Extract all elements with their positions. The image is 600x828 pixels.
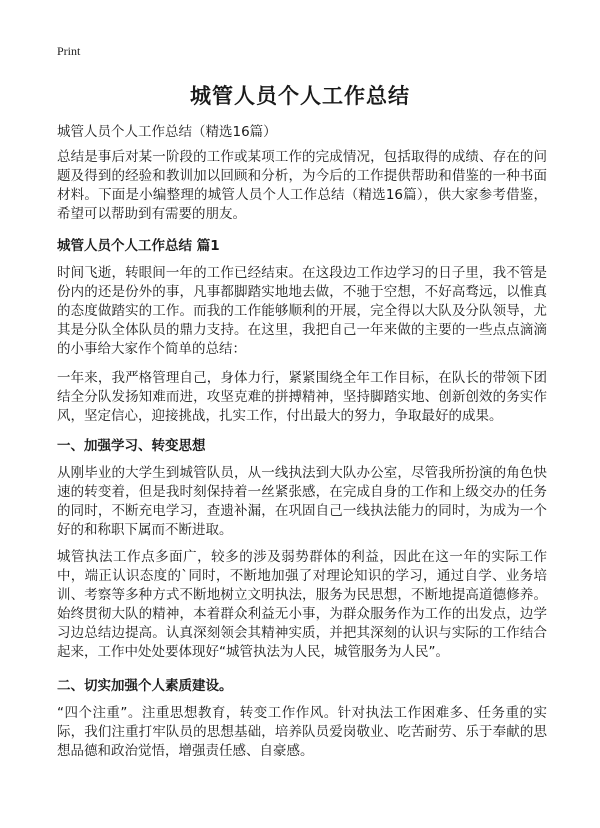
paragraph-3: 从刚毕业的大学生到城管队员，从一线执法到大队办公室，尽管我所扮演的角色快速的转变着，但是我时刻保持着一丝紧张感，在完成自身的工作和上级交办的任务的同时，不断充电学习，查遗补漏，在巩固自己一线执法能力的同时，为成为一个好的和称职下属而不断进取。 [57,465,547,538]
print-link[interactable]: Print [57,44,81,58]
heading-quality: 二、切实加强个人素质建设。 [57,678,233,694]
paragraph-4: 城管执法工作点多面广，较多的涉及弱势群体的利益，因此在这一年的实际工作中，端正认识态度的`同时，不断地加强了对理论知识的学习，通过自学、业务培训、考察等多种方式不断地树立文明执法，服务为民思想，不断地提高道德修养。始终贯彻大队的精神，本着群众利益无小事，为群众服务作为工作的出发点，边学习边总结边提高。认真深刻领会其精神实质，并把其深刻的认识与实际的工作结合起来，工作中处处要体现好“城管执法为人民，城管服务为人民”。 [57,549,547,660]
document-subtitle: 城管人员个人工作总结（精选16篇） [57,124,277,140]
section-title-1: 城管人员个人工作总结 篇1 [57,238,220,254]
page-title: 城管人员个人工作总结 [190,84,410,108]
paragraph-5: “四个注重”。注重思想教育，转变工作作风。针对执法工作困难多、任务重的实际，我们注重打牢队员的思想基础，培养队员爱岗敬业、吃苦耐劳、乐于奉献的思想品德和政治觉悟，增强责任感、自豪感。 [57,705,547,759]
heading-study: 一、加强学习、转变思想 [57,438,206,454]
intro-paragraph: 总结是事后对某一阶段的工作或某项工作的完成情况，包括取得的成绩、存在的问题及得到的经验和教训加以回顾和分析，为今后的工作提供帮助和借鉴的一种书面材料。下面是小编整理的城管人员个人工作总结（精选16篇），供大家参考借鉴，希望可以帮助到有需要的朋友。 [57,149,547,222]
paragraph-2: 一年来，我严格管理自己，身体力行，紧紧围绕全年工作目标，在队长的带领下团结全分队发扬知难而进，攻坚克难的拼搏精神，坚持脚踏实地、创新创效的务实作风，坚定信心，迎接挑战，扎实工作，付出最大的努力，争取最好的成果。 [57,370,547,424]
paragraph-1: 时间飞逝，转眼间一年的工作已经结束。在这段边工作边学习的日子里，我不管是份内的还是份外的事，凡事都脚踏实地地去做，不驰于空想，不好高骛远，以惟真的态度做踏实的工作。而我的工作能够顺利的开展，完全得以大队及分队领导，尤其是分队全体队员的鼎力支持。在这里，我把自己一年来做的主要的一些点点滴滴的小事给大家作个简单的总结： [57,265,547,357]
